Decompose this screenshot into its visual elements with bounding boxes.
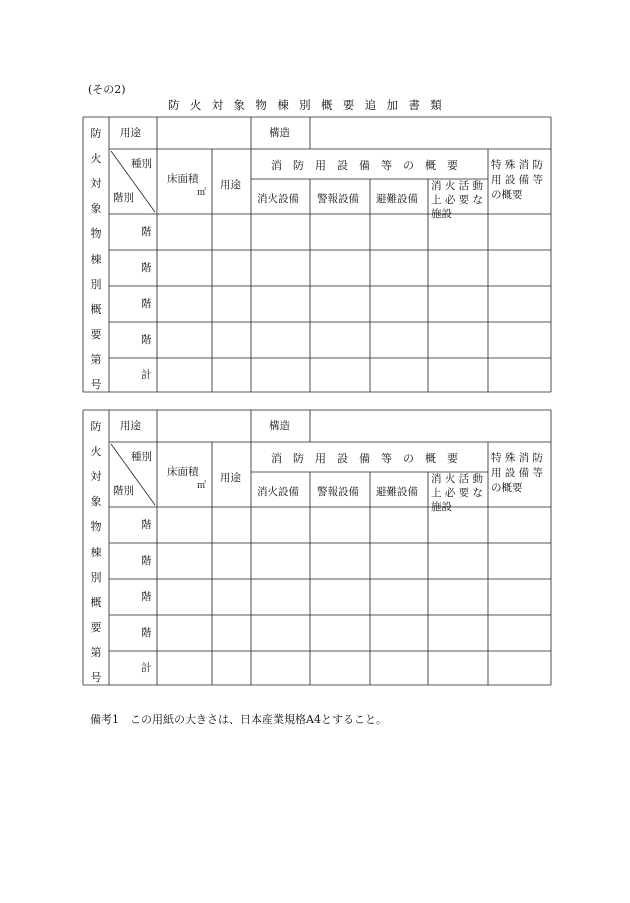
s2-equip-activity-label-line: 施設 bbox=[431, 501, 452, 513]
s1-floor-label: 階別 bbox=[113, 192, 134, 204]
s1-equip-activity-label-line: 消 火 活 動 bbox=[431, 180, 484, 192]
s2-equip-evac-label: 避難設備 bbox=[376, 486, 418, 498]
s2-kind-label: 種別 bbox=[131, 451, 152, 463]
s2-side-label-char: 棟 bbox=[90, 545, 102, 559]
s1-floor-area-unit: ㎡ bbox=[197, 188, 207, 198]
s1-row-label: 階 bbox=[141, 298, 152, 310]
s2-equip-fire-label: 消火設備 bbox=[257, 486, 299, 498]
s1-equip-fire-label: 消火設備 bbox=[257, 193, 299, 205]
s1-side-label-char: 要 bbox=[90, 327, 102, 341]
s2-row-label: 計 bbox=[141, 662, 152, 674]
form-title: 防火対象物棟別概要追加書類 bbox=[168, 98, 453, 112]
s1-structure-label: 構造 bbox=[269, 127, 290, 139]
s1-equip-alarm-label: 警報設備 bbox=[317, 193, 359, 205]
s2-side-label-char: 対 bbox=[90, 470, 102, 484]
s1-floor-area-label: 床面積 bbox=[167, 173, 199, 185]
s1-side-label-char: 対 bbox=[90, 177, 102, 191]
s1-use-label: 用途 bbox=[120, 127, 141, 139]
s2-row-label: 階 bbox=[141, 591, 152, 603]
s1-special-equip-label-line: 特 殊 消 防 bbox=[491, 159, 544, 171]
s1-row-label: 階 bbox=[141, 262, 152, 274]
s1-side-label-char: 防 bbox=[90, 127, 102, 140]
s2-side-label-char: 物 bbox=[90, 520, 102, 534]
form-subtitle: (その2) bbox=[88, 83, 126, 96]
s2-row-label: 階 bbox=[141, 627, 152, 639]
s2-equip-alarm-label: 警報設備 bbox=[317, 486, 359, 498]
s1-kind-label: 種別 bbox=[131, 158, 152, 170]
s2-side-label-char: 号 bbox=[90, 671, 102, 684]
remark-note: 備考1 この用紙の大きさは、日本産業規格A4とすること。 bbox=[90, 713, 387, 726]
s1-side-label-char: 象 bbox=[90, 202, 102, 216]
s1-side-label-char: 第 bbox=[90, 352, 102, 366]
s2-side-label-char: 防 bbox=[90, 420, 102, 433]
s2-side-label-char: 要 bbox=[90, 620, 102, 634]
s1-equipment-group-label: 消 防 用 設 備 等 の 概 要 bbox=[271, 159, 458, 172]
s1-row-label: 計 bbox=[141, 369, 152, 381]
s2-floor-area-unit: ㎡ bbox=[197, 481, 207, 491]
s2-special-equip-label-line: の概要 bbox=[491, 482, 523, 494]
s1-side-label-char: 棟 bbox=[90, 252, 102, 266]
s2-equip-activity-label-line: 消 火 活 動 bbox=[431, 473, 484, 485]
s2-row-label: 階 bbox=[141, 555, 152, 567]
s1-side-label-char: 火 bbox=[90, 152, 102, 166]
s2-floor-label: 階別 bbox=[113, 485, 134, 497]
s1-equip-activity-label-line: 上 必 要 な bbox=[431, 194, 484, 206]
s2-side-label-char: 別 bbox=[90, 570, 102, 584]
s2-special-equip-label-line: 特 殊 消 防 bbox=[491, 452, 544, 464]
s2-side-label-char: 第 bbox=[90, 645, 102, 659]
s1-side-label-char: 物 bbox=[90, 227, 102, 241]
s1-usage-col-label: 用途 bbox=[220, 179, 241, 191]
s1-special-equip-label-line: 用 設 備 等 bbox=[491, 174, 544, 186]
s2-equipment-group-label: 消 防 用 設 備 等 の 概 要 bbox=[271, 452, 458, 465]
s1-side-label-char: 概 bbox=[90, 302, 102, 316]
s1-row-label: 階 bbox=[141, 334, 152, 346]
s1-special-equip-label-line: の概要 bbox=[491, 189, 523, 201]
s2-use-label: 用途 bbox=[120, 420, 141, 432]
s1-side-label-char: 号 bbox=[90, 378, 102, 391]
s2-structure-label: 構造 bbox=[269, 420, 290, 432]
s2-usage-col-label: 用途 bbox=[220, 472, 241, 484]
s2-side-label-char: 火 bbox=[90, 445, 102, 459]
s1-side-label-char: 別 bbox=[90, 277, 102, 291]
s1-row-label: 階 bbox=[141, 226, 152, 238]
s2-floor-area-label: 床面積 bbox=[167, 466, 199, 478]
s2-side-label-char: 概 bbox=[90, 595, 102, 609]
s1-equip-activity-label-line: 施設 bbox=[431, 208, 452, 220]
s2-equip-activity-label-line: 上 必 要 な bbox=[431, 487, 484, 499]
s2-row-label: 階 bbox=[141, 519, 152, 531]
s1-equip-evac-label: 避難設備 bbox=[376, 193, 418, 205]
s2-special-equip-label-line: 用 設 備 等 bbox=[491, 467, 544, 479]
s2-side-label-char: 象 bbox=[90, 495, 102, 509]
